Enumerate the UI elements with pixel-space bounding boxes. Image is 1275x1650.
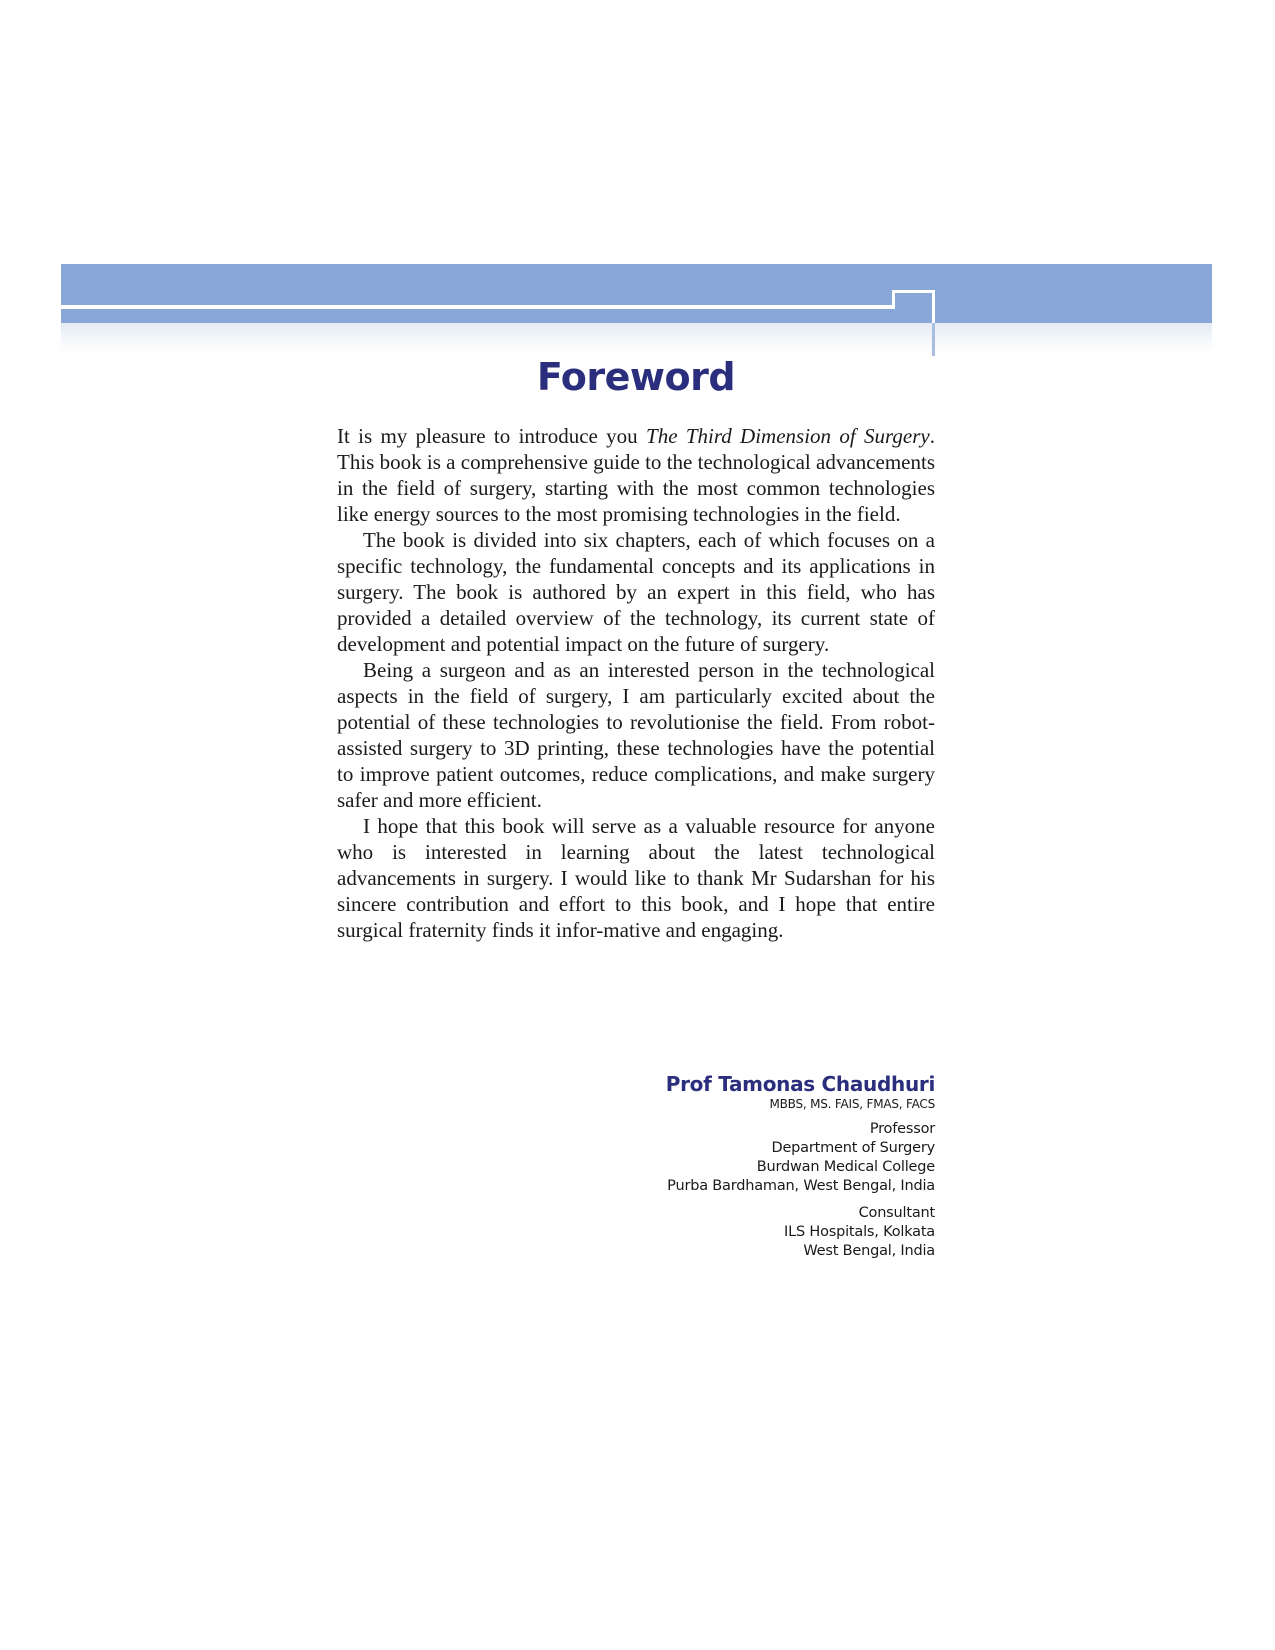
signature-block [600,1072,935,1261]
affiliation-role: Professor [869,1121,935,1137]
book-title: The Third Dimension of Surgery [646,424,930,448]
header-banner-corner-drop [932,323,935,356]
paragraph-1-tail: . This book is a comprehensive guide to the technological advancements in the field of surgery, starting with the most common technologies like energy sources to the most promising technologies in the field. [337,424,935,526]
header-banner-shadow [61,323,1212,353]
header-banner-corner-top [893,290,935,293]
paragraph-4: I hope that this book will serve as a valuable resource for anyone who is interested in learning about the latest technological advancements in surgery. I would like to thank Mr Sudarshan for his sincere contribution and effort to this book, and I hope that entire surgical fraternity finds it infor-mative and engaging. [337,814,935,942]
paragraph-3: Being a surgeon and as an interested person in the technological aspects in the field of surgery, I am particularly excited about the potential of these technologies to revolutionise the field. From robot-assisted surgery to 3D printing, these technologies have the potential to improve patient outcomes, reduce complications, and make surgery safer and more efficient. [337,658,935,812]
paragraph-2: The book is divided into six chapters, each of which focuses on a specific technology, the fundamental concepts and its applications in surgery. The book is authored by an expert in this field, who has provided a detailed overview of the technology, its current state of development and potential impact on the future of surgery. [337,528,935,656]
page-title: Foreword [536,355,736,399]
affiliation-professor [600,1120,935,1196]
author-name: Prof Tamonas Chaudhuri [665,1072,935,1096]
affiliation-role: Consultant [858,1205,935,1221]
affiliation-department: Department of Surgery [771,1140,935,1156]
author-qualifications: MBBS, MS. FAIS, FMAS, FACS [769,1097,935,1111]
paragraph-1-lead: It is my pleasure to introduce you [337,424,647,448]
header-banner-rule [61,305,893,309]
affiliation-institution: Burdwan Medical College [756,1159,935,1175]
foreword-body [337,423,935,943]
affiliation-location: Purba Bardhaman, West Bengal, India [667,1178,935,1194]
header-banner-corner-side [932,290,935,323]
affiliation-institution: ILS Hospitals, Kolkata [784,1224,935,1240]
affiliation-location: West Bengal, India [803,1243,935,1259]
header-banner [61,264,1212,323]
affiliation-consultant [600,1204,935,1261]
paragraph-1 [337,423,935,527]
